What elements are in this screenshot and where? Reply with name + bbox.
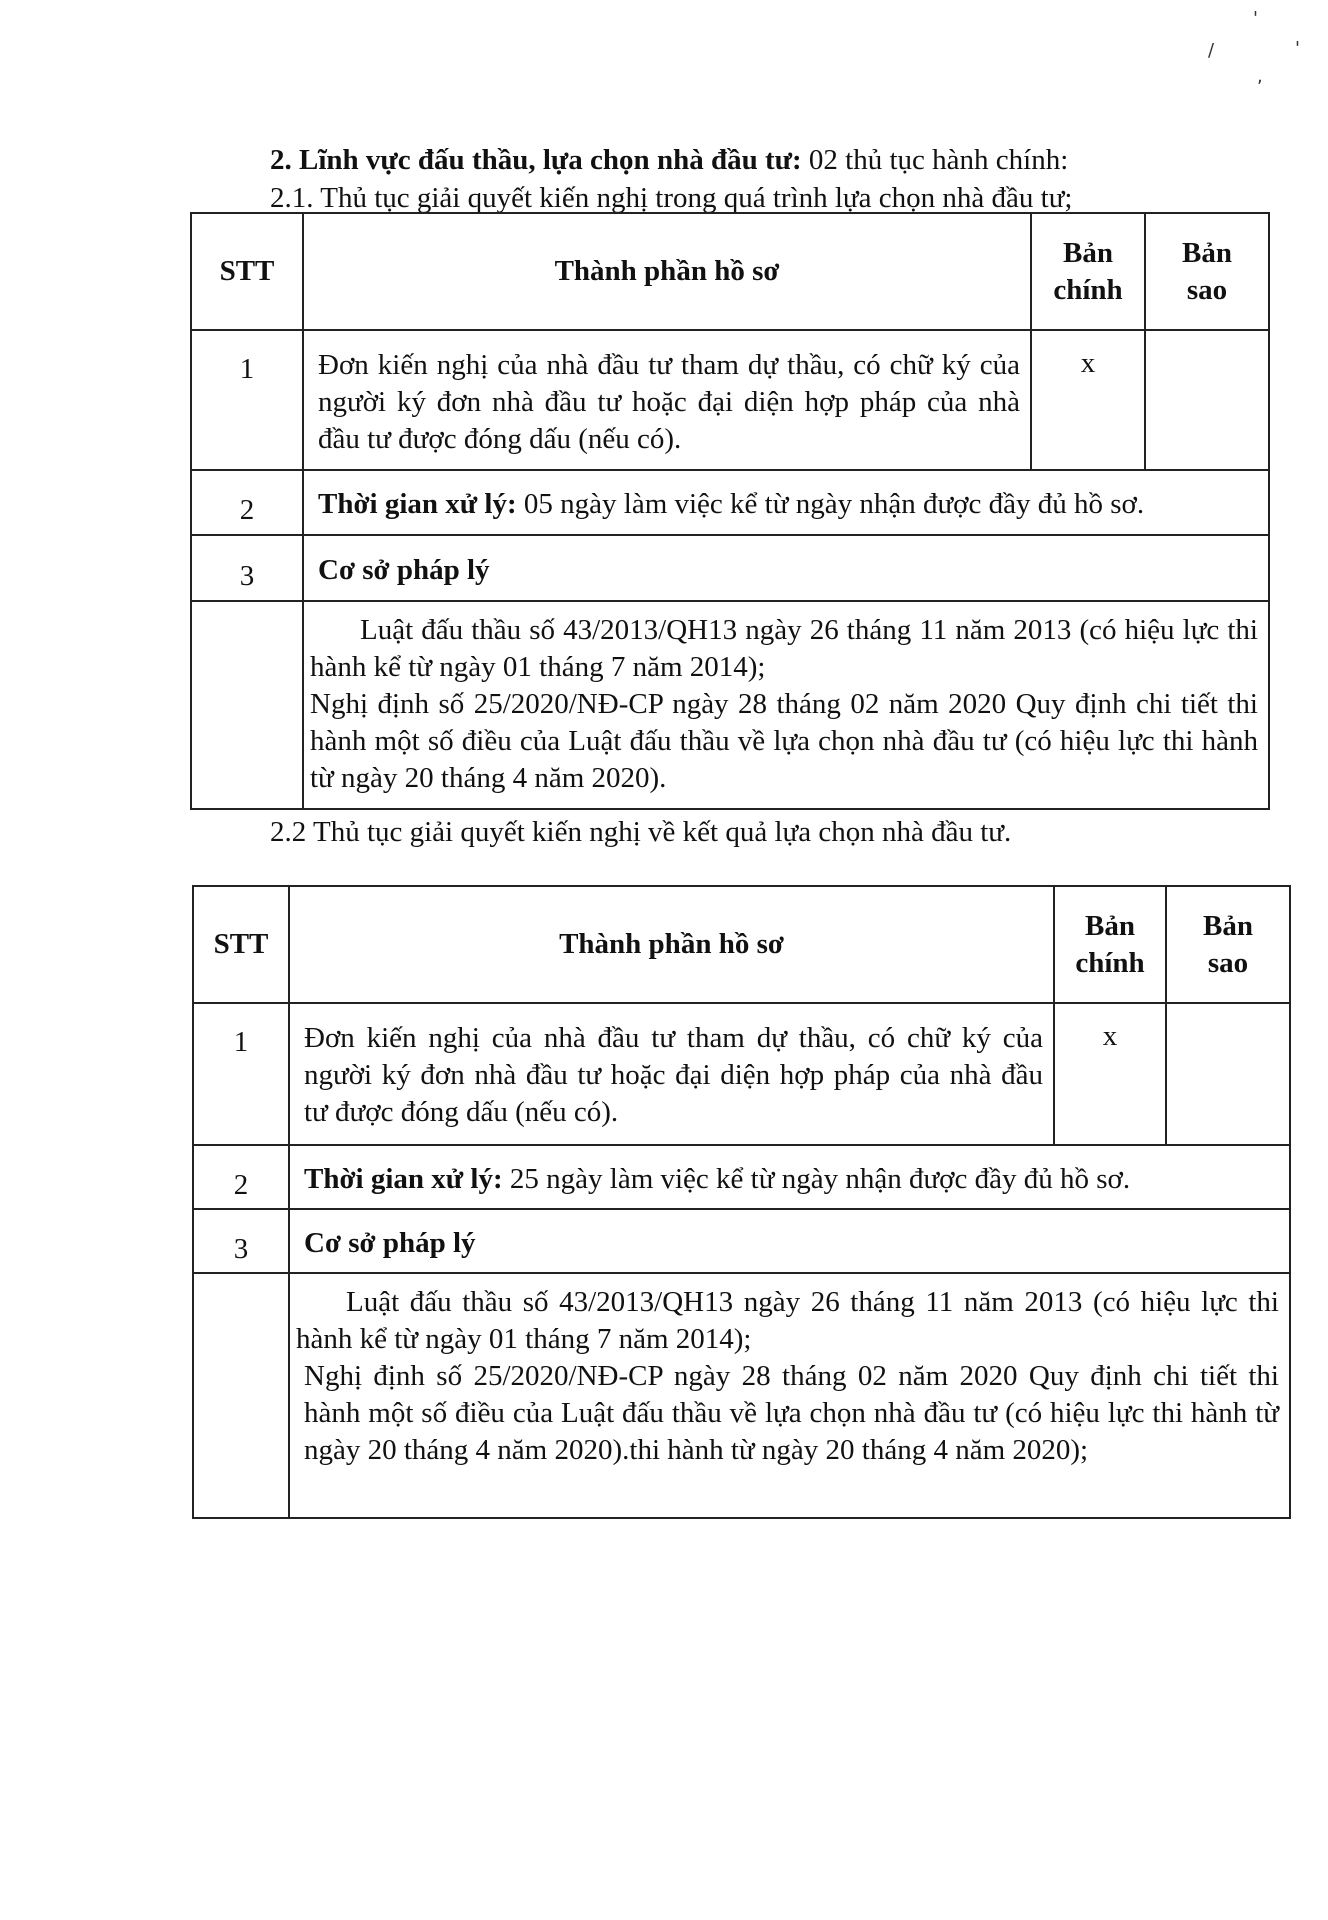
row-stt-empty [191, 601, 303, 809]
header-stt: STT [191, 213, 303, 330]
processing-time [289, 1145, 1290, 1209]
table-row [191, 601, 1269, 809]
header-stt: STT [193, 886, 289, 1003]
processing-time-text: 05 ngày làm việc kể từ ngày nhận được đầy đủ hồ sơ. [516, 488, 1145, 520]
processing-time-text: 25 ngày làm việc kể từ ngày nhận được đầy đủ hồ sơ. [502, 1162, 1131, 1195]
row-stt: 2 [193, 1145, 289, 1209]
processing-time-label: Thời gian xử lý: [304, 1162, 503, 1195]
header-original-line1: Bản [1063, 236, 1113, 269]
header-copy [1166, 886, 1290, 1003]
scan-mark: ' [1253, 8, 1258, 29]
processing-time [303, 470, 1269, 535]
legal-basis-content [289, 1273, 1290, 1518]
legal-basis-content [303, 601, 1269, 809]
legal-basis-label: Cơ sở pháp lý [289, 1209, 1290, 1273]
scan-mark: / [1208, 40, 1215, 61]
header-original-line2: chính [1075, 946, 1145, 979]
table-row [191, 470, 1269, 535]
header-copy-line2: sao [1207, 946, 1249, 979]
table-row [193, 1145, 1290, 1209]
procedure-heading: 2.1. Thủ tục giải quyết kiến nghị trong quá trình lựa chọn nhà đầu tư; [270, 182, 1073, 214]
table-header-row [193, 886, 1290, 1003]
document-table [192, 885, 1291, 1519]
scan-mark: ' [1295, 38, 1300, 59]
row-stt: 3 [193, 1209, 289, 1273]
section-title-bold: 2. Lĩnh vực đấu thầu, lựa chọn nhà đầu tư: [270, 144, 802, 176]
row-stt: 2 [191, 470, 303, 535]
legal-basis-decree: Nghị định số 25/2020/NĐ-CP ngày 28 tháng 02 năm 2020 Quy định chi tiết thi hành một số điều của Luật đấu thầu về lựa chọn nhà đầu tư (có hiệu lực thi hành từ ngày 20 tháng 4 năm 2020). [310, 688, 1258, 794]
copy-mark [1166, 1003, 1290, 1145]
legal-basis-law: Luật đấu thầu số 43/2013/QH13 ngày 26 tháng 11 năm 2013 (có hiệu lực thi hành kể từ ngày 01 tháng 7 năm 2014); [296, 1286, 1279, 1355]
header-component: Thành phần hồ sơ [289, 886, 1054, 1003]
processing-time-label: Thời gian xử lý: [318, 488, 517, 520]
header-copy-line2: sao [1186, 273, 1228, 306]
document-table [190, 212, 1270, 810]
table-row [191, 330, 1269, 470]
row-text: Đơn kiến nghị của nhà đầu tư tham dự thầu, có chữ ký của người ký đơn nhà đầu tư hoặc đại diện hợp pháp của nhà đầu tư được đóng dấu (nếu có). [303, 330, 1031, 470]
scan-mark: , [1257, 66, 1263, 87]
header-copy-line1: Bản [1203, 909, 1253, 942]
legal-basis-label: Cơ sở pháp lý [303, 535, 1269, 601]
section-title [270, 142, 1068, 178]
procedure-heading: 2.2 Thủ tục giải quyết kiến nghị về kết quả lựa chọn nhà đầu tư. [270, 816, 1012, 848]
header-copy-line1: Bản [1182, 236, 1232, 269]
table-row [193, 1003, 1290, 1145]
header-copy [1145, 213, 1269, 330]
row-stt: 3 [191, 535, 303, 601]
table-row [193, 1209, 1290, 1273]
header-original-line1: Bản [1085, 909, 1135, 942]
row-stt: 1 [193, 1003, 289, 1145]
legal-basis-law: Luật đấu thầu số 43/2013/QH13 ngày 26 tháng 11 năm 2013 (có hiệu lực thi hành kể từ ngày 01 tháng 7 năm 2014); [310, 614, 1258, 683]
header-original [1054, 886, 1166, 1003]
header-original [1031, 213, 1145, 330]
row-stt: 1 [191, 330, 303, 470]
table-row [191, 535, 1269, 601]
header-component: Thành phần hồ sơ [303, 213, 1031, 330]
original-mark: x [1054, 1003, 1166, 1145]
header-original-line2: chính [1053, 273, 1123, 306]
copy-mark [1145, 330, 1269, 470]
table-header-row [191, 213, 1269, 330]
table-row [193, 1273, 1290, 1518]
section-title-rest: 02 thủ tục hành chính: [801, 144, 1069, 176]
row-text: Đơn kiến nghị của nhà đầu tư tham dự thầu, có chữ ký của người ký đơn nhà đầu tư hoặc đại diện hợp pháp của nhà đầu tư được đóng dấu (nếu có). [289, 1003, 1054, 1145]
original-mark: x [1031, 330, 1145, 470]
legal-basis-decree: Nghị định số 25/2020/NĐ-CP ngày 28 tháng 02 năm 2020 Quy định chi tiết thi hành một số điều của Luật đấu thầu về lựa chọn nhà đầu tư (có hiệu lực thi hành từ ngày 20 tháng 4 năm 2020).thi hành từ ngày 20 tháng 4 năm 2020); [304, 1360, 1279, 1466]
row-stt-empty [193, 1273, 289, 1518]
